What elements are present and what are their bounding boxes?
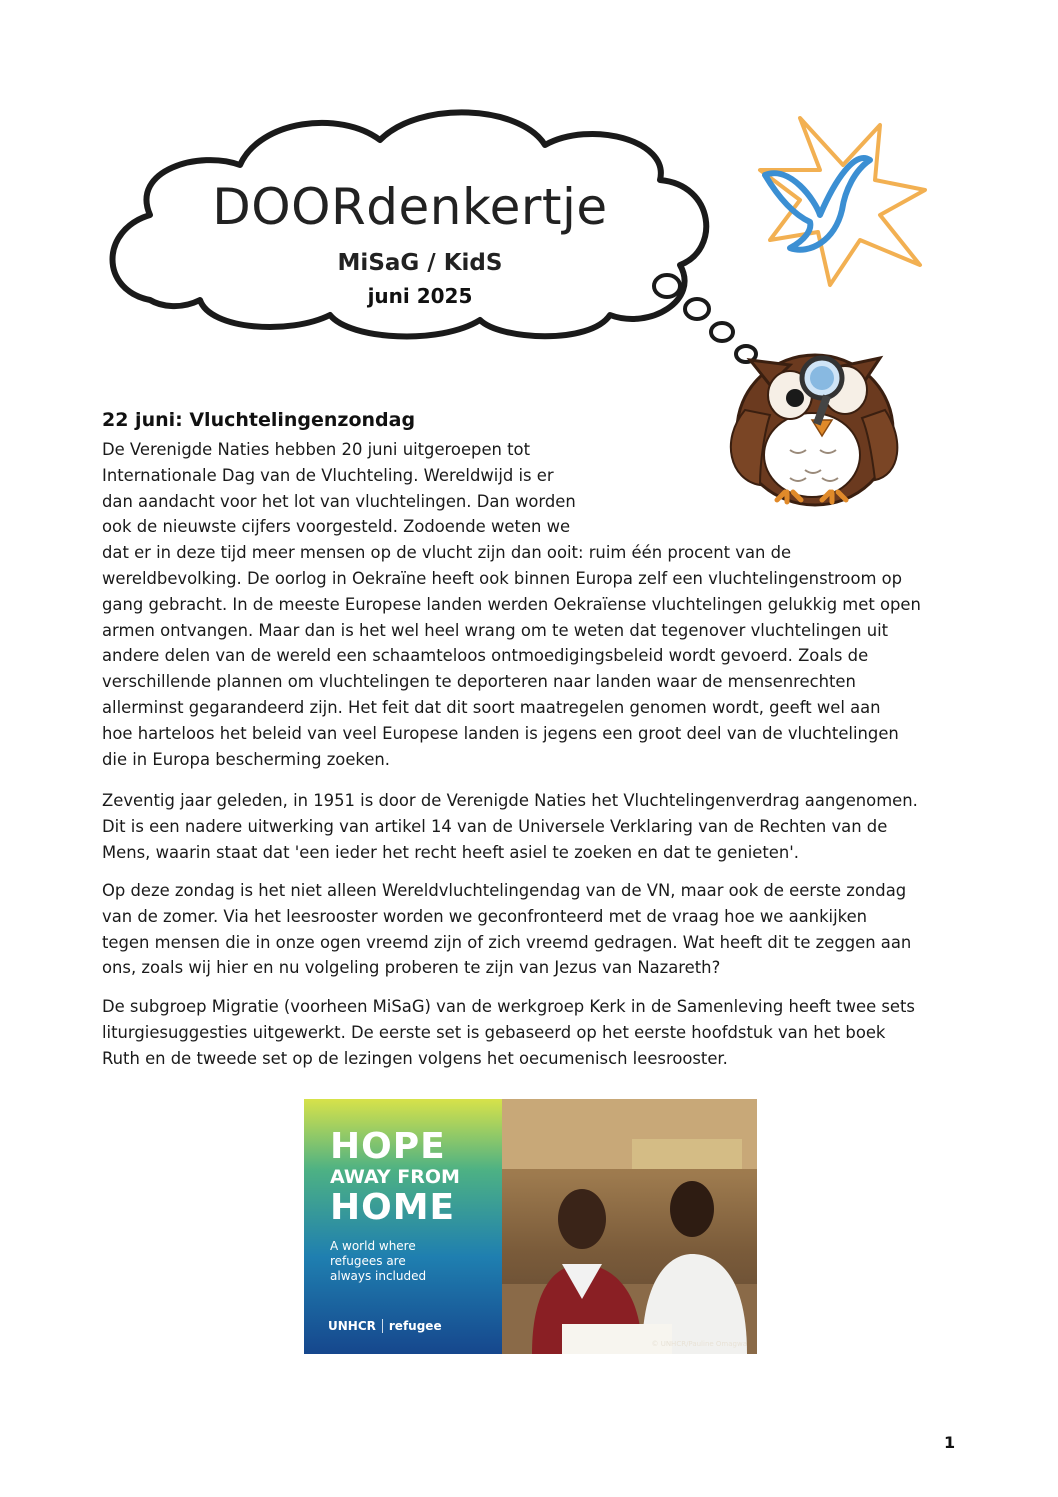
text-line: liturgiesuggesties uitgewerkt. De eerste set is gebaseerd op het eerste hoofdstuk van het boek bbox=[102, 1022, 886, 1042]
refugee-day-poster bbox=[304, 1099, 757, 1354]
text-line: Op deze zondag is het niet alleen Wereldvluchtelingendag van de VN, maar ook de eerste zondag bbox=[102, 881, 907, 900]
thought-bubbles bbox=[654, 275, 756, 362]
poster-headline bbox=[330, 1126, 460, 1228]
text-line: Ruth en de tweede set op de lezingen volgens het oecumenisch leesrooster. bbox=[102, 1048, 728, 1068]
text-line: dat er in deze tijd meer mensen op de vlucht zijn dan ooit: ruim één procent van de bbox=[102, 543, 792, 563]
unhcr-logo: UNHCR bbox=[328, 1319, 376, 1333]
refugee-day-logo: refugee bbox=[388, 1319, 442, 1333]
paragraph-4 bbox=[102, 994, 972, 1071]
newsletter-title: DOORdenkertje bbox=[212, 178, 608, 236]
paragraph-1 bbox=[102, 437, 972, 772]
text-line: Internationale Dag van de Vluchteling. Wereldwijd is er bbox=[102, 465, 554, 485]
text-line: Zeventig jaar geleden, in 1951 is door de Verenigde Naties het Vluchtelingenverdrag aangenomen. bbox=[102, 791, 918, 810]
text-line: ons, zoals wij hier en nu volgeling proberen te zijn van Jezus van Nazareth? bbox=[102, 958, 721, 978]
text-line: wereldbevolking. De oorlog in Oekraïne heeft ook binnen Europa zelf een vluchtelingenstroom op bbox=[102, 568, 903, 588]
poster-headline-line: HOPE bbox=[330, 1126, 446, 1167]
photo-illustration bbox=[502, 1099, 757, 1354]
text-line: andere delen van de wereld een schaamteloos ontmoedigingsbeleid wordt gevoerd. Zoals de bbox=[102, 646, 869, 666]
poster-headline-line: AWAY FROM bbox=[330, 1166, 460, 1188]
text-line: tegen mensen die in onze ogen vreemd zijn of zich vreemd gedragen. Wat heeft dit te zeggen aan bbox=[102, 932, 912, 952]
logo-divider bbox=[382, 1319, 383, 1333]
paragraph-3 bbox=[102, 878, 972, 981]
text-line: die in Europa bescherming zoeken. bbox=[102, 749, 391, 769]
tagline-line: refugees are bbox=[330, 1254, 406, 1268]
text-line: De Verenigde Naties hebben 20 juni uitgeroepen tot bbox=[102, 440, 531, 459]
text-line: armen ontvangen. Maar dan is het wel heel wrang om te weten dat tegenover vluchtelingen uit bbox=[102, 620, 889, 640]
tagline-line: A world where bbox=[330, 1239, 416, 1253]
article-heading: 22 juni: Vluchtelingenzondag bbox=[102, 409, 416, 431]
text-line: gang gebracht. In de meeste Europese landen werden Oekraïense vluchtelingen gelukkig met open bbox=[102, 594, 921, 614]
photo-credit: © UNHCR/Pauline Omagwa bbox=[651, 1340, 747, 1348]
page-number: 1 bbox=[944, 1433, 956, 1452]
poster-headline-line: HOME bbox=[330, 1187, 456, 1228]
text-line: allerminst gegarandeerd zijn. Het feit dat dit soort maatregelen genomen wordt, geeft wel aan bbox=[102, 697, 881, 717]
text-line: dan aandacht voor het lot van vluchtelingen. Dan worden bbox=[102, 491, 576, 511]
text-line: Dit is een nadere uitwerking van artikel 14 van de Universele Verklaring van de Rechten van de bbox=[102, 816, 888, 836]
paragraph-2 bbox=[102, 788, 972, 865]
poster-photo bbox=[502, 1099, 757, 1354]
poster-text-panel bbox=[304, 1099, 502, 1354]
tagline-line: always included bbox=[330, 1269, 427, 1283]
poster-logos bbox=[328, 1319, 442, 1333]
newsletter-subtitle: MiSaG / KidS bbox=[337, 250, 503, 276]
dove-star-logo bbox=[760, 118, 925, 285]
text-line: Mens, waarin staat dat 'een ieder het recht heeft asiel te zoeken en dat te genieten'. bbox=[102, 842, 799, 862]
text-line: verschillende plannen om vluchtelingen te deporteren naar landen waar de mensenrechten bbox=[102, 672, 856, 692]
text-line: ook de nieuwste cijfers voorgesteld. Zodoende weten we bbox=[102, 517, 571, 537]
text-line: De subgroep Migratie (voorheen MiSaG) van de werkgroep Kerk in de Samenleving heeft twee sets bbox=[102, 997, 915, 1016]
text-line: hoe harteloos het beleid van veel Europese landen is jegens een groot deel van de vluchtelingen bbox=[102, 723, 899, 743]
text-line: van de zomer. Via het leesrooster worden we geconfronteerd met de vraag hoe we aankijken bbox=[102, 906, 868, 926]
poster-tagline bbox=[330, 1239, 426, 1284]
newsletter-date: juni 2025 bbox=[367, 284, 473, 308]
